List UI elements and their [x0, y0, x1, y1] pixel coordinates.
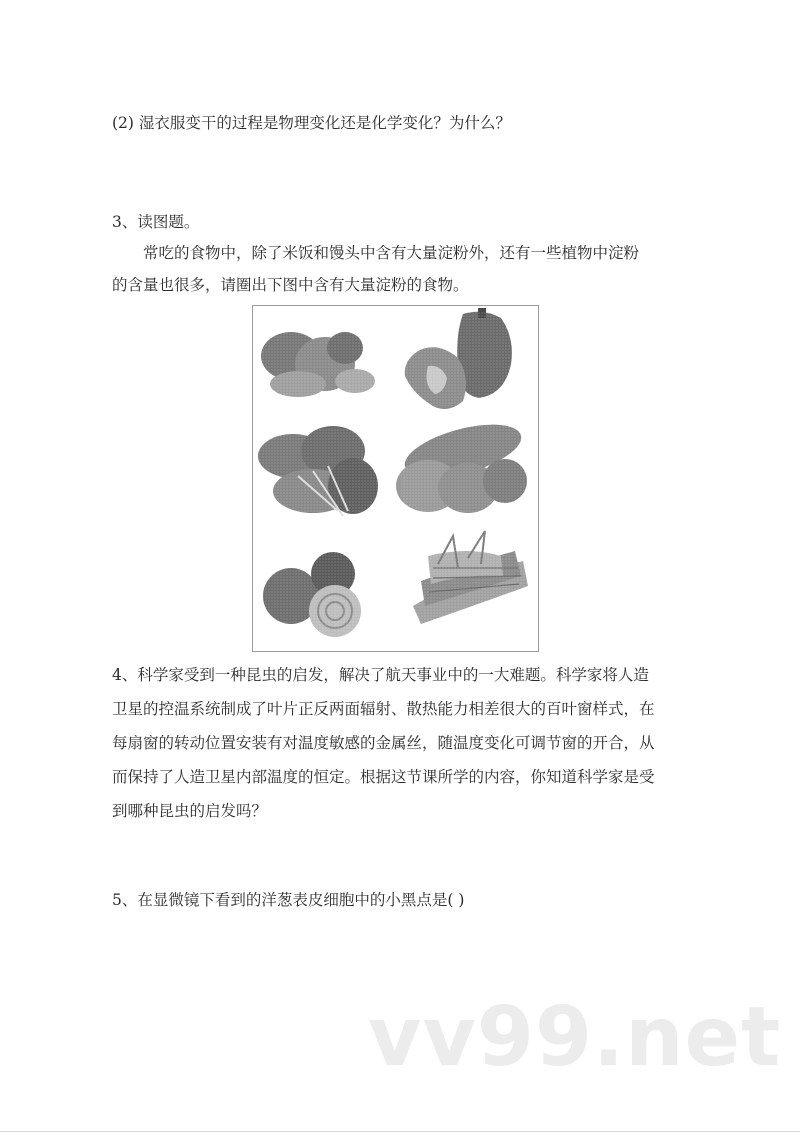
sweet-potato-image	[396, 414, 533, 519]
food-images-drawing	[253, 306, 538, 651]
page-bottom-divider	[0, 1131, 800, 1132]
potato-image	[261, 331, 376, 401]
question-4-line-5: 到哪种昆虫的启发吗？	[112, 802, 268, 820]
bell-pepper-image	[403, 308, 515, 409]
leafy-greens-image	[258, 426, 383, 523]
question-3-text-line-2: 的含量也很多，请圈出下图中含有大量淀粉的食物。	[112, 276, 469, 294]
question-4-line-4: 而保持了人造卫星内部温度的恒定。根据这节课所学的内容，你知道科学家是受	[112, 768, 655, 786]
question-5: 5、在显微镜下看到的洋葱表皮细胞中的小黑点是( )	[112, 891, 465, 909]
corn-image	[408, 531, 530, 631]
question-4-line-3: 每扇窗的转动位置安装有对温度敏感的金属丝，随温度变化可调节窗的开合，从	[112, 734, 655, 752]
question-4-line-2: 卫星的控温系统制成了叶片正反两面辐射、散热能力相差很大的百叶窗样式，在	[112, 700, 655, 718]
question-3-text-line-1: 常吃的食物中，除了米饭和馒头中含有大量淀粉外，还有一些植物中淀粉	[143, 244, 640, 262]
question-4-line-1: 4、科学家受到一种昆虫的启发，解决了航天事业中的一大难题。科学家将人造	[112, 666, 649, 684]
onion-image	[261, 551, 371, 641]
watermark: vv99.net	[368, 990, 782, 1085]
question-2-subpart: (2) 湿衣服变干的过程是物理变化还是化学变化？为什么？	[112, 114, 511, 132]
food-images-figure	[252, 305, 539, 652]
question-3-heading: 3、读图题。	[112, 213, 200, 231]
